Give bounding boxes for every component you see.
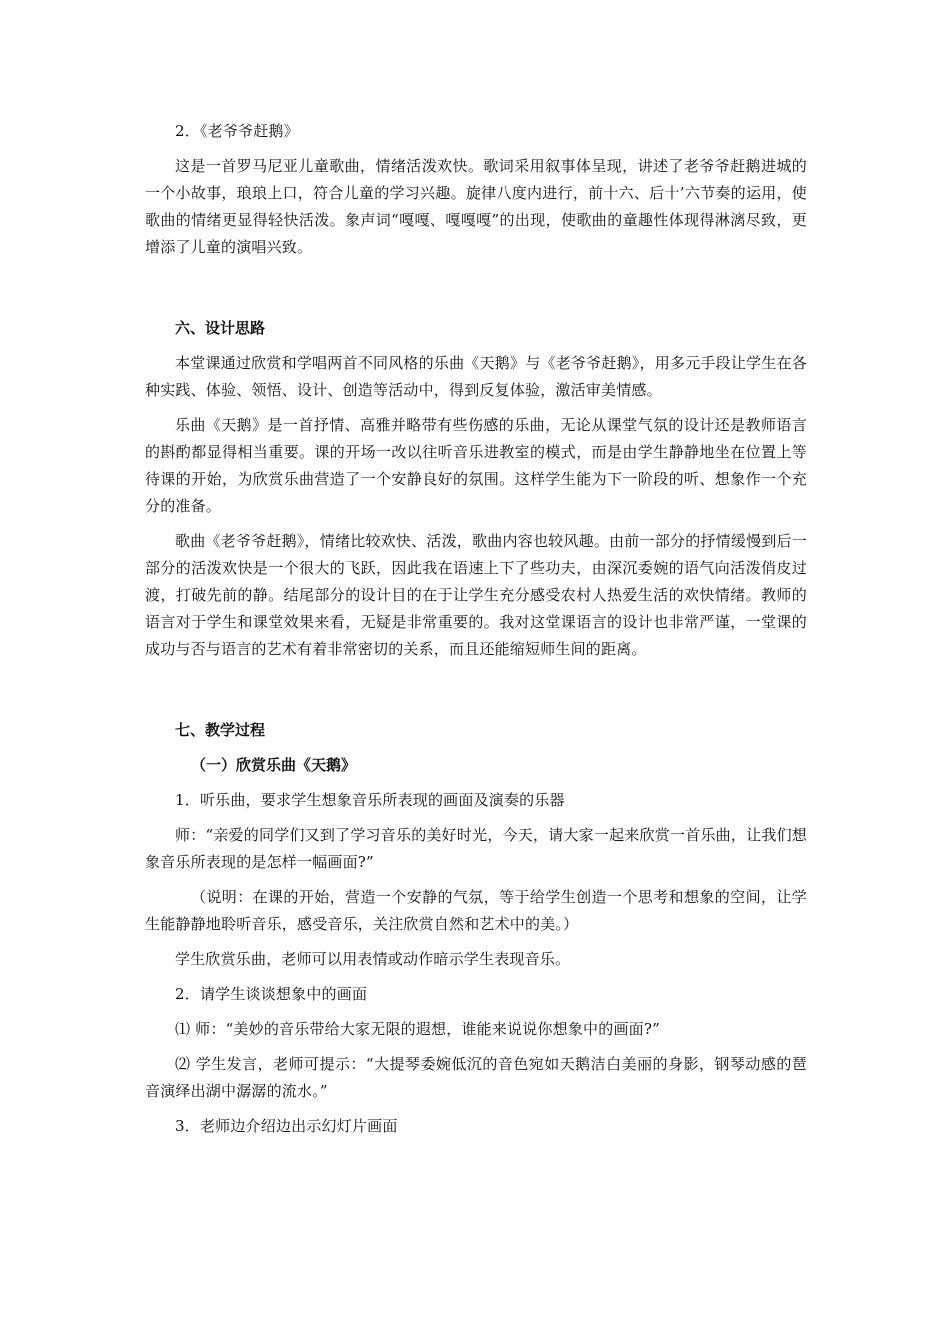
step-2: 2．请学生谈谈想象中的画面 xyxy=(175,985,368,1003)
step-2-sub-1: ⑴ 师：“美妙的音乐带给大家无限的遐想，谁能来说说你想象中的画面?” xyxy=(175,1020,660,1038)
document-page xyxy=(145,118,807,1140)
section7-subheading: （一）欣赏乐曲《天鹅》 xyxy=(191,756,357,774)
song2-paragraph: 这是一首罗马尼亚儿童歌曲，情绪活泼欢快。歌词采用叙事体呈现，讲述了老爷爷赶鹅进城的一个小故事，琅琅上口，符合儿童的学习兴趣。旋律八度内进行，前十六、后十’六节奏的运用，使歌曲的情绪更显得轻快活泼。象声词“嘎嘎、嘎嘎嘎”的出现，使歌曲的童趣性体现得淋漓尽致，更增添了儿童的演唱兴致。 xyxy=(145,157,807,256)
section6-paragraph-1: 本堂课通过欣赏和学唱两首不同风格的乐曲《天鹅》与《老爷爷赶鹅》，用多元手段让学生在各种实践、体验、领悟、设计、创造等活动中，得到反复体验，激活审美情感。 xyxy=(145,354,807,399)
section6-paragraph-2: 乐曲《天鹅》是一首抒情、高雅并略带有些伤感的乐曲，无论从课堂气氛的设计还是教师语言的斟酌都显得相当重要。课的开场一改以往听音乐进教室的模式，而是由学生静静地坐在位置上等待课的开始，为欣赏乐曲营造了一个安静良好的氛围。这样学生能为下一阶段的听、想象作一个充分的准备。 xyxy=(145,416,807,515)
step-1: 1．听乐曲，要求学生想象音乐所表现的画面及演奏的乐器 xyxy=(175,791,565,809)
song2-title: 2．《老爷爷赶鹅》 xyxy=(175,122,299,140)
explanation-note: （说明：在课的开始，营造一个安静的气氛，等于给学生创造一个思考和想象的空间，让学生能静静地聆听音乐，感受音乐，关注欣赏自然和艺术中的美。） xyxy=(145,888,807,933)
step-2-sub-2: ⑵ 学生发言，老师可提示：“大提琴委婉低沉的音色宛如天鹅洁白美丽的身影，钢琴动感的琶音演绎出湖中潺潺的流水。” xyxy=(145,1055,807,1100)
teacher-quote-1: 师：“亲爱的同学们又到了学习音乐的美好时光，今天，请大家一起来欣赏一首乐曲，让我们想象音乐所表现的是怎样一幅画面?” xyxy=(145,826,807,871)
step-3: 3．老师边介绍边出示幻灯片画面 xyxy=(175,1117,398,1135)
section7-heading: 七、教学过程 xyxy=(175,721,266,739)
student-activity: 学生欣赏乐曲，老师可以用表情或动作暗示学生表现音乐。 xyxy=(175,950,571,968)
section6-heading: 六、设计思路 xyxy=(175,319,266,337)
section6-paragraph-3: 歌曲《老爷爷赶鹅》，情绪比较欢快、活泼，歌曲内容也较风趣。由前一部分的抒情缓慢到后一部分的活泼欢快是一个很大的飞跃，因此我在语速上下了些功夫，由深沉委婉的语气向活泼俏皮过渡，打破先前的静。结尾部分的设计目的在于让学生充分感受农村人热爱生活的欢快情绪。教师的语言对于学生和课堂效果来看，无疑是非常重要的。我对这堂课语言的设计也非常严谨，一堂课的成功与否与语言的艺术有着非常密切的关系，而且还能缩短师生间的距离。 xyxy=(145,532,807,658)
